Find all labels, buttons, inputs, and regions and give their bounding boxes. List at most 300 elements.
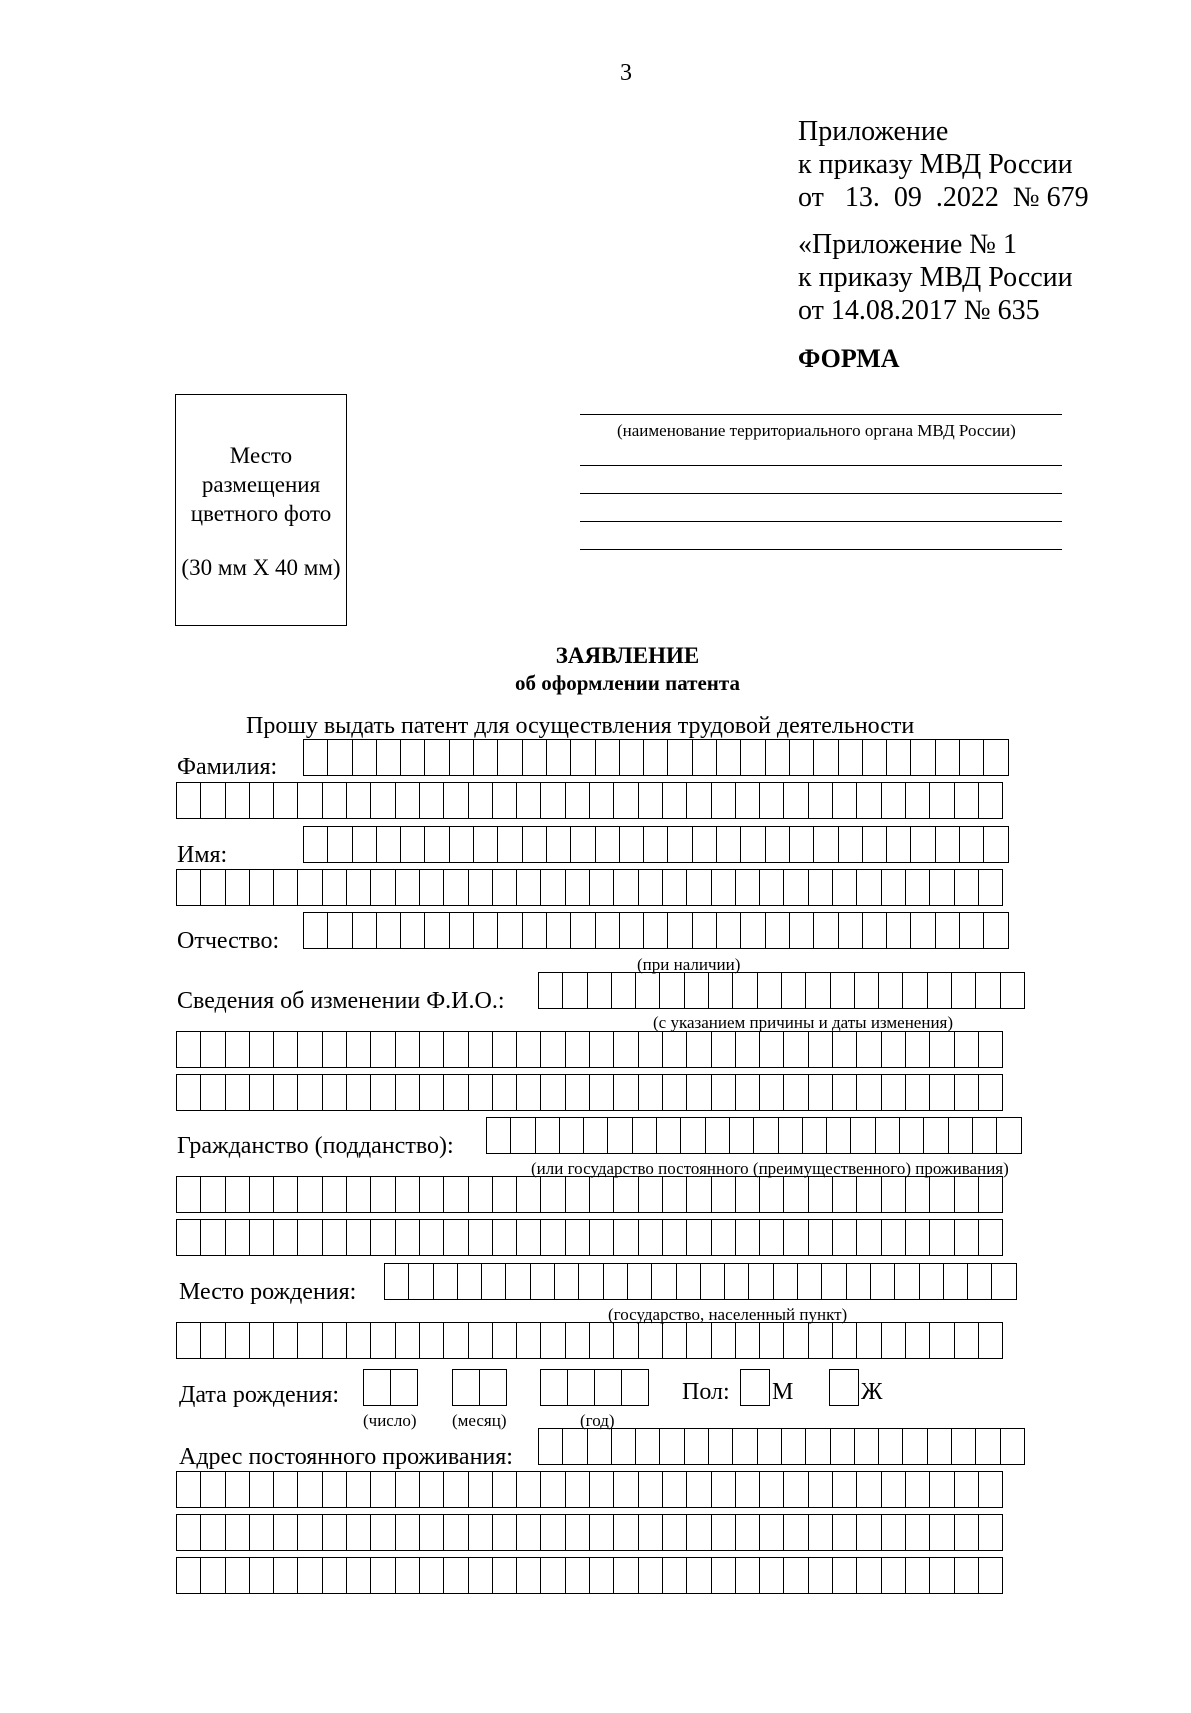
char-cell[interactable] <box>930 782 954 819</box>
char-cell[interactable] <box>579 1263 603 1300</box>
char-cell[interactable] <box>396 782 420 819</box>
char-cell[interactable] <box>1001 972 1025 1009</box>
char-cell[interactable] <box>833 1557 857 1594</box>
char-cell[interactable] <box>955 1471 979 1508</box>
char-cell[interactable] <box>444 1074 468 1111</box>
char-cell[interactable] <box>347 1176 371 1213</box>
char-cell[interactable] <box>274 1471 298 1508</box>
char-cell[interactable] <box>493 1074 517 1111</box>
char-cell[interactable] <box>639 1557 663 1594</box>
char-cell[interactable] <box>955 1514 979 1551</box>
char-cell[interactable] <box>814 912 838 949</box>
char-cell[interactable] <box>955 782 979 819</box>
char-cell[interactable] <box>371 869 395 906</box>
char-cell[interactable] <box>736 1471 760 1508</box>
char-cell[interactable] <box>758 972 782 1009</box>
char-cell[interactable] <box>809 1031 833 1068</box>
char-cell[interactable] <box>681 1117 705 1154</box>
name-boxes-1[interactable] <box>303 826 1009 863</box>
char-cell[interactable] <box>833 1074 857 1111</box>
char-cell[interactable] <box>420 1176 444 1213</box>
char-cell[interactable] <box>444 1322 468 1359</box>
char-cell[interactable] <box>226 1322 250 1359</box>
char-cell[interactable] <box>712 1471 736 1508</box>
char-cell[interactable] <box>531 1263 555 1300</box>
char-cell[interactable] <box>274 1031 298 1068</box>
char-cell[interactable] <box>250 1074 274 1111</box>
char-cell[interactable] <box>517 1176 541 1213</box>
char-cell[interactable] <box>760 1471 784 1508</box>
char-cell[interactable] <box>806 972 830 1009</box>
char-cell[interactable] <box>903 972 927 1009</box>
char-cell[interactable] <box>511 1117 535 1154</box>
char-cell[interactable] <box>364 1369 391 1406</box>
birthplace-boxes-2[interactable] <box>176 1322 1003 1359</box>
char-cell[interactable] <box>226 1514 250 1551</box>
char-cell[interactable] <box>347 1219 371 1256</box>
char-cell[interactable] <box>701 1263 725 1300</box>
char-cell[interactable] <box>736 1176 760 1213</box>
char-cell[interactable] <box>506 1263 530 1300</box>
char-cell[interactable] <box>911 912 935 949</box>
char-cell[interactable] <box>857 1471 881 1508</box>
char-cell[interactable] <box>177 782 201 819</box>
char-cell[interactable] <box>298 1031 322 1068</box>
char-cell[interactable] <box>566 1322 590 1359</box>
char-cell[interactable] <box>588 1428 612 1465</box>
char-cell[interactable] <box>644 912 668 949</box>
char-cell[interactable] <box>736 1219 760 1256</box>
char-cell[interactable] <box>657 1117 681 1154</box>
char-cell[interactable] <box>822 1263 846 1300</box>
char-cell[interactable] <box>784 869 808 906</box>
char-cell[interactable] <box>250 1031 274 1068</box>
char-cell[interactable] <box>687 1557 711 1594</box>
char-cell[interactable] <box>201 1176 225 1213</box>
char-cell[interactable] <box>517 1557 541 1594</box>
char-cell[interactable] <box>855 1428 879 1465</box>
char-cell[interactable] <box>517 1471 541 1508</box>
char-cell[interactable] <box>863 826 887 863</box>
char-cell[interactable] <box>809 1514 833 1551</box>
char-cell[interactable] <box>622 1369 649 1406</box>
char-cell[interactable] <box>434 1263 458 1300</box>
char-cell[interactable] <box>833 1031 857 1068</box>
char-cell[interactable] <box>396 1471 420 1508</box>
char-cell[interactable] <box>882 782 906 819</box>
char-cell[interactable] <box>298 1322 322 1359</box>
char-cell[interactable] <box>298 869 322 906</box>
char-cell[interactable] <box>857 869 881 906</box>
char-cell[interactable] <box>614 1176 638 1213</box>
char-cell[interactable] <box>323 1322 347 1359</box>
char-cell[interactable] <box>930 1514 954 1551</box>
char-cell[interactable] <box>687 1514 711 1551</box>
char-cell[interactable] <box>420 1074 444 1111</box>
char-cell[interactable] <box>396 869 420 906</box>
char-cell[interactable] <box>444 1471 468 1508</box>
char-cell[interactable] <box>784 1074 808 1111</box>
char-cell[interactable] <box>498 826 522 863</box>
char-cell[interactable] <box>541 1176 565 1213</box>
char-cell[interactable] <box>906 1557 930 1594</box>
char-cell[interactable] <box>839 826 863 863</box>
char-cell[interactable] <box>687 1074 711 1111</box>
char-cell[interactable] <box>968 1263 992 1300</box>
char-cell[interactable] <box>539 972 563 1009</box>
char-cell[interactable] <box>809 1557 833 1594</box>
char-cell[interactable] <box>833 1176 857 1213</box>
char-cell[interactable] <box>833 782 857 819</box>
char-cell[interactable] <box>469 1471 493 1508</box>
char-cell[interactable] <box>814 826 838 863</box>
birth-month-boxes[interactable] <box>452 1369 507 1406</box>
char-cell[interactable] <box>760 1514 784 1551</box>
char-cell[interactable] <box>250 1176 274 1213</box>
applicant-line-4[interactable] <box>580 549 1062 550</box>
char-cell[interactable] <box>493 782 517 819</box>
char-cell[interactable] <box>936 739 960 776</box>
char-cell[interactable] <box>620 826 644 863</box>
char-cell[interactable] <box>371 1557 395 1594</box>
char-cell[interactable] <box>201 1219 225 1256</box>
char-cell[interactable] <box>274 869 298 906</box>
char-cell[interactable] <box>693 912 717 949</box>
applicant-line-3[interactable] <box>580 521 1062 522</box>
char-cell[interactable] <box>857 1322 881 1359</box>
char-cell[interactable] <box>677 1263 701 1300</box>
char-cell[interactable] <box>201 869 225 906</box>
char-cell[interactable] <box>652 1263 676 1300</box>
char-cell[interactable] <box>396 1031 420 1068</box>
char-cell[interactable] <box>955 1557 979 1594</box>
char-cell[interactable] <box>274 1514 298 1551</box>
char-cell[interactable] <box>590 1471 614 1508</box>
char-cell[interactable] <box>444 1219 468 1256</box>
char-cell[interactable] <box>882 869 906 906</box>
char-cell[interactable] <box>879 972 903 1009</box>
char-cell[interactable] <box>493 1557 517 1594</box>
char-cell[interactable] <box>636 1428 660 1465</box>
char-cell[interactable] <box>517 1074 541 1111</box>
char-cell[interactable] <box>420 1322 444 1359</box>
char-cell[interactable] <box>900 1117 924 1154</box>
char-cell[interactable] <box>474 739 498 776</box>
char-cell[interactable] <box>930 1557 954 1594</box>
char-cell[interactable] <box>298 1514 322 1551</box>
char-cell[interactable] <box>882 1219 906 1256</box>
char-cell[interactable] <box>709 1428 733 1465</box>
address-boxes-3[interactable] <box>176 1514 1003 1551</box>
char-cell[interactable] <box>444 782 468 819</box>
char-cell[interactable] <box>639 1322 663 1359</box>
char-cell[interactable] <box>480 1369 507 1406</box>
char-cell[interactable] <box>566 1514 590 1551</box>
char-cell[interactable] <box>736 1514 760 1551</box>
char-cell[interactable] <box>614 1514 638 1551</box>
char-cell[interactable] <box>663 1471 687 1508</box>
char-cell[interactable] <box>563 1428 587 1465</box>
char-cell[interactable] <box>323 782 347 819</box>
char-cell[interactable] <box>803 1117 827 1154</box>
char-cell[interactable] <box>949 1117 973 1154</box>
char-cell[interactable] <box>831 972 855 1009</box>
char-cell[interactable] <box>636 972 660 1009</box>
char-cell[interactable] <box>930 1031 954 1068</box>
char-cell[interactable] <box>469 1176 493 1213</box>
char-cell[interactable] <box>712 1176 736 1213</box>
char-cell[interactable] <box>298 1557 322 1594</box>
char-cell[interactable] <box>809 1322 833 1359</box>
char-cell[interactable] <box>323 1471 347 1508</box>
char-cell[interactable] <box>976 1428 1000 1465</box>
char-cell[interactable] <box>396 1219 420 1256</box>
char-cell[interactable] <box>347 869 371 906</box>
char-cell[interactable] <box>371 1031 395 1068</box>
char-cell[interactable] <box>201 1471 225 1508</box>
char-cell[interactable] <box>736 782 760 819</box>
char-cell[interactable] <box>420 1471 444 1508</box>
char-cell[interactable] <box>177 869 201 906</box>
address-boxes-1[interactable] <box>538 1428 1025 1465</box>
char-cell[interactable] <box>401 912 425 949</box>
char-cell[interactable] <box>201 1322 225 1359</box>
char-cell[interactable] <box>612 1428 636 1465</box>
char-cell[interactable] <box>809 869 833 906</box>
char-cell[interactable] <box>274 1557 298 1594</box>
char-cell[interactable] <box>760 1557 784 1594</box>
char-cell[interactable] <box>733 1428 757 1465</box>
char-cell[interactable] <box>717 912 741 949</box>
char-cell[interactable] <box>784 1557 808 1594</box>
char-cell[interactable] <box>563 972 587 1009</box>
char-cell[interactable] <box>984 739 1008 776</box>
char-cell[interactable] <box>712 1031 736 1068</box>
char-cell[interactable] <box>469 1322 493 1359</box>
name-change-boxes-3[interactable] <box>176 1074 1003 1111</box>
char-cell[interactable] <box>876 1117 900 1154</box>
char-cell[interactable] <box>328 739 352 776</box>
char-cell[interactable] <box>733 972 757 1009</box>
char-cell[interactable] <box>660 972 684 1009</box>
char-cell[interactable] <box>493 1031 517 1068</box>
char-cell[interactable] <box>596 826 620 863</box>
char-cell[interactable] <box>871 1263 895 1300</box>
char-cell[interactable] <box>566 869 590 906</box>
char-cell[interactable] <box>371 1471 395 1508</box>
char-cell[interactable] <box>547 739 571 776</box>
char-cell[interactable] <box>274 1219 298 1256</box>
char-cell[interactable] <box>760 1074 784 1111</box>
char-cell[interactable] <box>784 1031 808 1068</box>
char-cell[interactable] <box>323 1219 347 1256</box>
birthplace-boxes-1[interactable] <box>384 1263 1017 1300</box>
char-cell[interactable] <box>547 912 571 949</box>
char-cell[interactable] <box>541 1369 568 1406</box>
char-cell[interactable] <box>177 1219 201 1256</box>
char-cell[interactable] <box>906 869 930 906</box>
char-cell[interactable] <box>979 1471 1003 1508</box>
char-cell[interactable] <box>620 739 644 776</box>
char-cell[interactable] <box>663 1322 687 1359</box>
char-cell[interactable] <box>177 1322 201 1359</box>
char-cell[interactable] <box>833 1322 857 1359</box>
char-cell[interactable] <box>857 1557 881 1594</box>
char-cell[interactable] <box>226 1176 250 1213</box>
char-cell[interactable] <box>911 739 935 776</box>
citizenship-boxes-2[interactable] <box>176 1176 1003 1213</box>
char-cell[interactable] <box>226 1031 250 1068</box>
char-cell[interactable] <box>469 1219 493 1256</box>
char-cell[interactable] <box>347 1031 371 1068</box>
char-cell[interactable] <box>882 1557 906 1594</box>
char-cell[interactable] <box>391 1369 418 1406</box>
char-cell[interactable] <box>766 826 790 863</box>
char-cell[interactable] <box>541 1557 565 1594</box>
char-cell[interactable] <box>347 782 371 819</box>
char-cell[interactable] <box>784 1514 808 1551</box>
char-cell[interactable] <box>809 782 833 819</box>
char-cell[interactable] <box>614 1322 638 1359</box>
char-cell[interactable] <box>250 869 274 906</box>
char-cell[interactable] <box>409 1263 433 1300</box>
char-cell[interactable] <box>833 869 857 906</box>
char-cell[interactable] <box>882 1176 906 1213</box>
char-cell[interactable] <box>857 1219 881 1256</box>
char-cell[interactable] <box>377 826 401 863</box>
char-cell[interactable] <box>663 1176 687 1213</box>
char-cell[interactable] <box>396 1557 420 1594</box>
char-cell[interactable] <box>955 1219 979 1256</box>
char-cell[interactable] <box>250 1219 274 1256</box>
name-change-boxes-2[interactable] <box>176 1031 1003 1068</box>
char-cell[interactable] <box>979 1031 1003 1068</box>
char-cell[interactable] <box>201 1074 225 1111</box>
char-cell[interactable] <box>469 1031 493 1068</box>
char-cell[interactable] <box>930 1471 954 1508</box>
char-cell[interactable] <box>201 1557 225 1594</box>
char-cell[interactable] <box>687 1031 711 1068</box>
char-cell[interactable] <box>177 1471 201 1508</box>
char-cell[interactable] <box>201 782 225 819</box>
char-cell[interactable] <box>639 1514 663 1551</box>
char-cell[interactable] <box>604 1263 628 1300</box>
char-cell[interactable] <box>712 869 736 906</box>
char-cell[interactable] <box>371 782 395 819</box>
char-cell[interactable] <box>226 1219 250 1256</box>
char-cell[interactable] <box>298 1074 322 1111</box>
char-cell[interactable] <box>730 1117 754 1154</box>
char-cell[interactable] <box>685 1428 709 1465</box>
char-cell[interactable] <box>633 1117 657 1154</box>
char-cell[interactable] <box>687 1322 711 1359</box>
char-cell[interactable] <box>590 1514 614 1551</box>
char-cell[interactable] <box>298 1219 322 1256</box>
char-cell[interactable] <box>323 869 347 906</box>
char-cell[interactable] <box>493 1219 517 1256</box>
char-cell[interactable] <box>687 1471 711 1508</box>
char-cell[interactable] <box>250 1514 274 1551</box>
char-cell[interactable] <box>944 1263 968 1300</box>
char-cell[interactable] <box>566 1031 590 1068</box>
char-cell[interactable] <box>760 1322 784 1359</box>
char-cell[interactable] <box>960 739 984 776</box>
char-cell[interactable] <box>984 912 1008 949</box>
char-cell[interactable] <box>660 1428 684 1465</box>
char-cell[interactable] <box>663 1219 687 1256</box>
char-cell[interactable] <box>784 1322 808 1359</box>
char-cell[interactable] <box>453 1369 480 1406</box>
char-cell[interactable] <box>425 826 449 863</box>
char-cell[interactable] <box>420 782 444 819</box>
char-cell[interactable] <box>323 1176 347 1213</box>
char-cell[interactable] <box>687 782 711 819</box>
char-cell[interactable] <box>396 1322 420 1359</box>
char-cell[interactable] <box>226 782 250 819</box>
char-cell[interactable] <box>571 826 595 863</box>
char-cell[interactable] <box>571 739 595 776</box>
sex-f-checkbox[interactable] <box>829 1369 859 1406</box>
char-cell[interactable] <box>668 739 692 776</box>
char-cell[interactable] <box>857 1031 881 1068</box>
char-cell[interactable] <box>725 1263 749 1300</box>
char-cell[interactable] <box>760 869 784 906</box>
char-cell[interactable] <box>328 826 352 863</box>
char-cell[interactable] <box>831 1428 855 1465</box>
applicant-line-2[interactable] <box>580 493 1062 494</box>
char-cell[interactable] <box>347 1514 371 1551</box>
char-cell[interactable] <box>469 869 493 906</box>
char-cell[interactable] <box>693 826 717 863</box>
char-cell[interactable] <box>847 1263 871 1300</box>
char-cell[interactable] <box>960 826 984 863</box>
char-cell[interactable] <box>469 1514 493 1551</box>
char-cell[interactable] <box>450 912 474 949</box>
char-cell[interactable] <box>955 1176 979 1213</box>
name-boxes-2[interactable] <box>176 869 1003 906</box>
char-cell[interactable] <box>347 1557 371 1594</box>
char-cell[interactable] <box>482 1263 506 1300</box>
char-cell[interactable] <box>952 1428 976 1465</box>
char-cell[interactable] <box>906 1074 930 1111</box>
char-cell[interactable] <box>614 1471 638 1508</box>
char-cell[interactable] <box>687 1219 711 1256</box>
char-cell[interactable] <box>274 1322 298 1359</box>
char-cell[interactable] <box>857 1074 881 1111</box>
char-cell[interactable] <box>420 869 444 906</box>
char-cell[interactable] <box>425 912 449 949</box>
char-cell[interactable] <box>590 782 614 819</box>
char-cell[interactable] <box>274 1176 298 1213</box>
char-cell[interactable] <box>347 1471 371 1508</box>
char-cell[interactable] <box>712 1219 736 1256</box>
citizenship-boxes-1[interactable] <box>486 1117 1022 1154</box>
char-cell[interactable] <box>385 1263 409 1300</box>
char-cell[interactable] <box>396 1074 420 1111</box>
char-cell[interactable] <box>371 1514 395 1551</box>
char-cell[interactable] <box>177 1074 201 1111</box>
char-cell[interactable] <box>712 1074 736 1111</box>
char-cell[interactable] <box>979 1322 1003 1359</box>
char-cell[interactable] <box>955 869 979 906</box>
char-cell[interactable] <box>736 1557 760 1594</box>
char-cell[interactable] <box>851 1117 875 1154</box>
char-cell[interactable] <box>347 1074 371 1111</box>
char-cell[interactable] <box>226 1074 250 1111</box>
char-cell[interactable] <box>760 1031 784 1068</box>
char-cell[interactable] <box>639 782 663 819</box>
char-cell[interactable] <box>906 1031 930 1068</box>
